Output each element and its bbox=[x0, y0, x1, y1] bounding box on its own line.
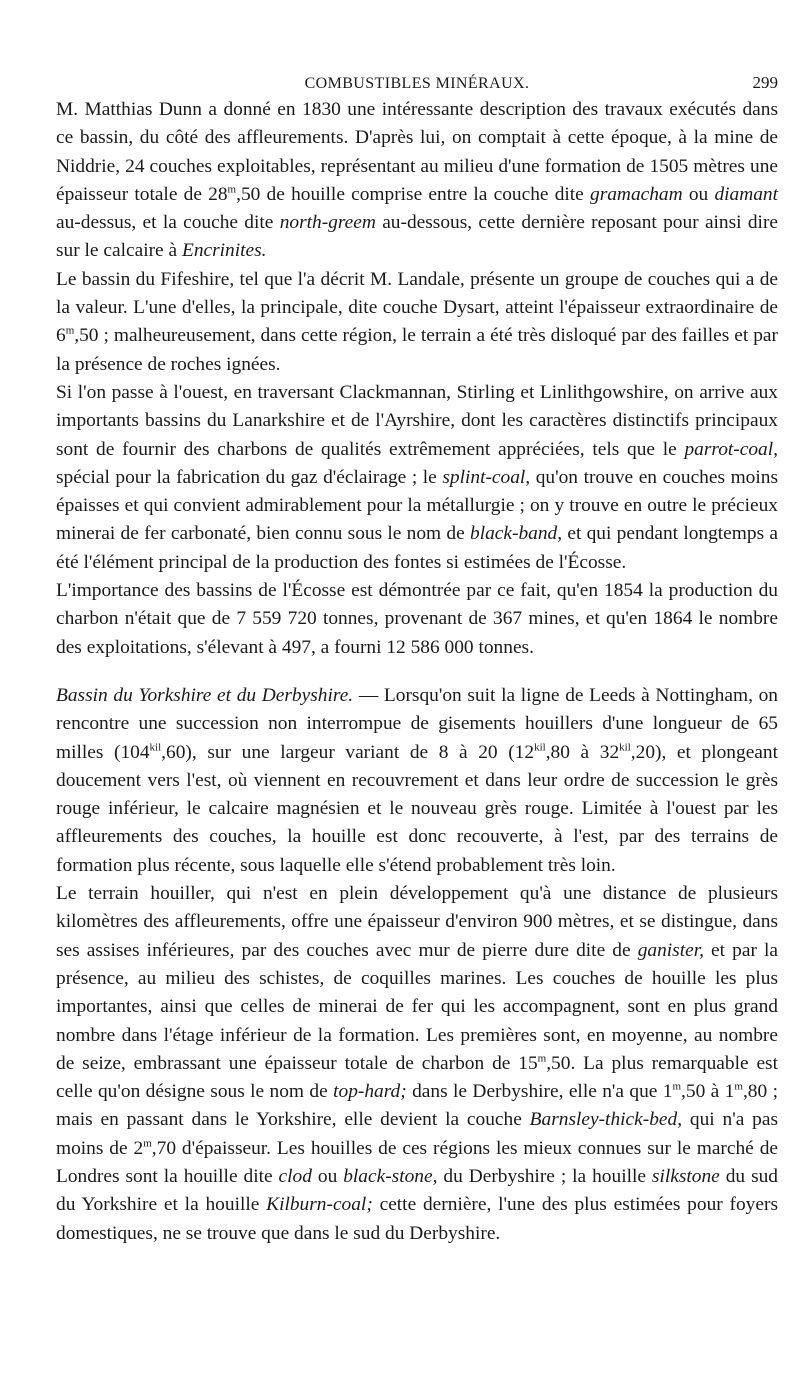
unit-superscript: kil bbox=[619, 741, 631, 754]
text-run: et qui pendant longtemps a été l'élément principal de la production des fontes si estimées de l'Écosse. bbox=[56, 523, 778, 573]
unit-superscript: m bbox=[143, 1137, 152, 1150]
italic-term: black-band, bbox=[470, 523, 563, 545]
paragraph-p5 bbox=[56, 682, 778, 880]
text-run: ,50 à 1 bbox=[681, 1081, 735, 1103]
italic-term: Encrinites. bbox=[181, 240, 267, 262]
text-run: dans le Derbyshire, elle n'a que 1 bbox=[406, 1081, 673, 1103]
text-run: ,20), et plongeant doucement vers l'est, où viennent en recouvrement et dans leur ordre de succession le grès rouge inférieur, le calcaire magnésien et le nouveau grès rouge. Limitée à l'ouest par les affleurements des couches, la houille est donc recouverte, à l'est, par des terrains de formation plus récente, sous laquelle elle s'étend probablement très loin. bbox=[56, 741, 778, 876]
text-run: ou bbox=[311, 1165, 344, 1187]
text-run: ,70 d'épaisseur. Les houilles de ces régions les mieux connues sur le marché de Londres sont la houille dite bbox=[56, 1137, 778, 1187]
italic-term: parrot-coal, bbox=[684, 438, 778, 460]
italic-term: silkstone bbox=[651, 1165, 720, 1187]
text-run: Le terrain houiller, qui n'est en plein développement qu'à une distance de plusieurs kilomètres des affleurements, offre une épaisseur d'environ 900 mètres, et se distingue, dans ses assises inférieures, par des couches avec mur de pierre dure dite de bbox=[56, 883, 778, 961]
text-run: ou bbox=[682, 183, 715, 205]
text-run: ,80 ; mais en passant dans le Yorkshire, elle devient la couche bbox=[56, 1081, 778, 1131]
text-run: ,80 à 32 bbox=[545, 741, 620, 763]
text-run: qu'on trouve en couches moins épaisses et qui convient admirablement pour la métallurgie ; on y trouve en outre le précieux minerai de fer carbonaté, bien connu sous le nom de bbox=[56, 466, 778, 545]
paragraph-p4 bbox=[56, 577, 778, 662]
unit-superscript: m bbox=[227, 183, 237, 196]
italic-term: north-greem bbox=[279, 212, 376, 234]
text-run: M. Matthias Dunn a donné en 1830 une intéressante description des travaux exécutés dans ce bassin, du côté des affleurements. D'après lui, on comptait à cette époque, à la mine de Niddrie, 24 couches exploitables, représentant au milieu d'une formation de 1505 mètres une épaisseur totale de 28 bbox=[56, 99, 778, 205]
italic-term: diamant bbox=[714, 183, 779, 205]
section-gap bbox=[56, 662, 778, 682]
unit-superscript: m bbox=[734, 1080, 743, 1093]
paragraph-p3 bbox=[56, 379, 778, 577]
italic-term: top-hard; bbox=[333, 1081, 407, 1103]
italic-term: splint-coal, bbox=[442, 466, 531, 488]
text-run: et par la présence, au milieu des schistes, de coquilles marines. Les couches de houille les plus importantes, ainsi que celles de minerai de fer qui les accompagnent, sont en plus grand nombre dans l'étage inférieur de la formation. Les premières sont, en moyenne, au nombre de seize, embrassant une épaisseur totale de charbon de 15 bbox=[56, 939, 778, 1074]
italic-term: Barnsley-thick-bed, bbox=[529, 1109, 683, 1131]
body-text bbox=[56, 96, 778, 1248]
italic-term: gramacham bbox=[590, 183, 683, 205]
text-run: spécial pour la fabrication du gaz d'éclairage ; le bbox=[56, 466, 443, 488]
paragraph-p1 bbox=[56, 96, 778, 266]
text-run: cette dernière, l'une des plus estimées pour foyers domestiques, ne se trouve que dans le sud du Derbyshire. bbox=[56, 1194, 778, 1244]
text-run: — Lorsqu'on suit la ligne de Leeds à Nottingham, on rencontre une succession non interrompue de gisements houillers d'une longueur de 65 milles (104 bbox=[56, 684, 778, 763]
italic-term: ganister, bbox=[637, 939, 704, 961]
text-run: ,60), sur une largeur variant de 8 à 20 (12 bbox=[161, 741, 535, 763]
running-title: COMBUSTIBLES MINÉRAUX. bbox=[304, 75, 530, 92]
text-run: ,50. La plus remarquable est celle qu'on désigne sous le nom de bbox=[56, 1052, 778, 1103]
text-run: au-dessous, cette dernière reposant pour ainsi dire sur le calcaire à bbox=[56, 212, 779, 262]
unit-superscript: m bbox=[672, 1080, 682, 1093]
unit-superscript: m bbox=[537, 1052, 547, 1065]
paragraph-p6 bbox=[56, 880, 778, 1248]
unit-superscript: kil bbox=[534, 741, 546, 754]
italic-term: Bassin du Yorkshire et du Derbyshire. bbox=[56, 684, 354, 706]
italic-term: Kilburn-coal; bbox=[266, 1194, 373, 1216]
book-page bbox=[56, 64, 778, 1248]
text-run: Le bassin du Fifeshire, tel que l'a décrit M. Landale, présente un groupe de couches qui a de la valeur. L'une d'elles, la principale, dite couche Dysart, atteint l'épaisseur extraordinaire de 6 bbox=[56, 268, 778, 347]
text-run: du sud du Yorkshire et la houille bbox=[56, 1165, 779, 1216]
page-number: 299 bbox=[752, 73, 778, 92]
paragraph-p2 bbox=[56, 266, 778, 379]
unit-superscript: kil bbox=[149, 741, 162, 754]
italic-term: clod bbox=[278, 1165, 312, 1187]
text-run: L'importance des bassins de l'Écosse est démontrée par ce fait, qu'en 1854 la production du charbon n'était que de 7 559 720 tonnes, provenant de 367 mines, et qu'en 1864 le nombre des exploitations, s'élevant à 497, a fourni 12 586 000 tonnes. bbox=[56, 580, 778, 658]
italic-term: black-stone, bbox=[343, 1165, 438, 1187]
unit-superscript: m bbox=[65, 324, 75, 337]
text-run: Si l'on passe à l'ouest, en traversant Clackmannan, Stirling et Linlithgowshire, on arrive aux importants bassins du Lanarkshire et de l'Ayrshire, dont les caractères distinctifs principaux sont de fournir des charbons de qualités extrêmement appréciées, tels que le bbox=[56, 381, 778, 460]
text-run: au-dessus, et la couche dite bbox=[56, 212, 280, 234]
text-run: du Derbyshire ; la houille bbox=[437, 1165, 652, 1187]
running-header bbox=[56, 64, 778, 92]
text-run: ,50 ; malheureusement, dans cette région, le terrain a été très disloqué par des failles et par la présence de roches ignées. bbox=[56, 325, 778, 375]
text-run: qui n'a pas moins de 2 bbox=[56, 1109, 778, 1159]
text-run: ,50 de houille comprise entre la couche dite bbox=[236, 183, 590, 205]
